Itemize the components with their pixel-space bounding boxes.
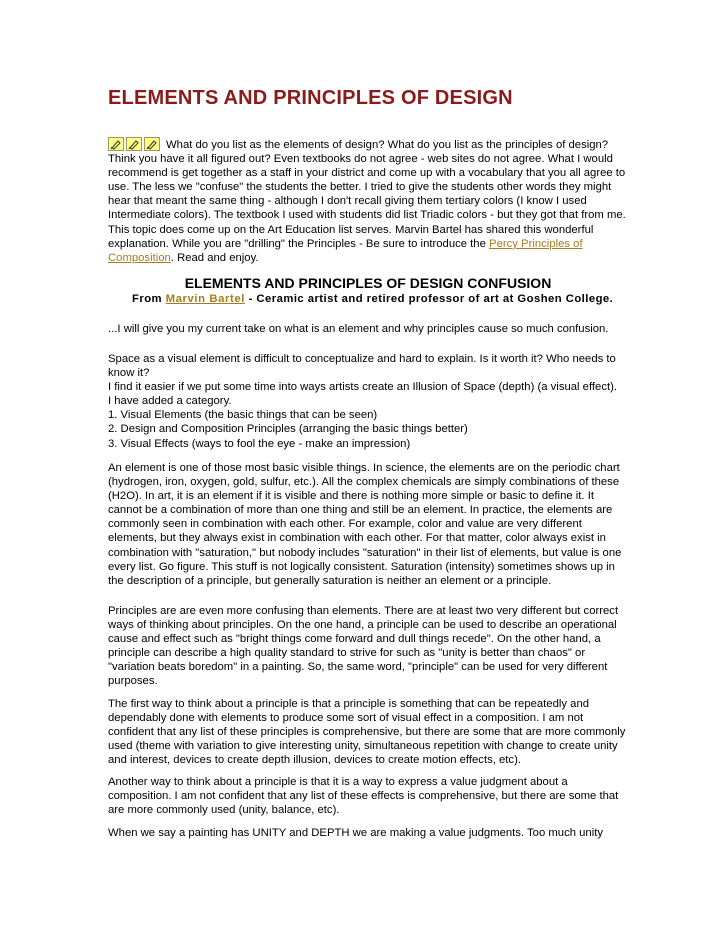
paragraph-value-judgment: When we say a painting has UNITY and DEPTH we are making a value judgments. Too much unity [108,827,604,839]
paragraph-intro-take: ...I will give you my current take on what is an element and why principles cause so much confusion. [108,323,609,335]
paragraph-principles: Principles are are even more confusing than elements. There are at least two very different but correct ways of thinking about principles. On the one hand, a principle can be used to describe an operational cause and effect such as "bright things come forward and dull things recede". On the other hand, a principle can describe a high quality standard to strive for such as "unity is better than chaos" or "variation beats boredom" in a painting. So, the same word, "principle" can be used for very different purposes. [108,605,619,688]
text-line: Space as a visual element is difficult to conceptualize and hard to explain. Is it worth it? Who needs to know it? [108,353,616,380]
percy-principles-link[interactable]: Percy Principles of Composition [108,237,583,264]
list-item: 2. Design and Composition Principles (arranging the basic things better) [108,423,468,436]
text-line: I have added a category. [108,395,232,408]
intro-text-end: . Read and enjoy. [170,251,259,264]
list-item: 3. Visual Effects (ways to fool the eye - make an impression) [108,437,411,450]
paragraph-space [108,352,628,451]
paragraph-another-way: Another way to think about a principle is that it is a way to express a value judgment about a composition. I am not confident that any list of these effects is comprehensive, but there are some that are more commonly used (unity, balance, etc). [108,776,619,817]
paragraph-first-way: The first way to think about a principle is that a principle is something that can be repeatedly and dependably done with elements to produce some sort of visual effect in a composition. I am not confident that any list of these principles is comprehensive, but there are some that are more commonly used (theme with variation to give interesting unity, simultaneous repetition with change to create unity and interest, devices to create depth illusion, devices to create motion effects, etc). [108,698,626,767]
list-item: 1. Visual Elements (the basic things that can be seen) [108,409,378,422]
intro-text: What do you list as the elements of design? What do you list as the principles of design? Think you have it all figured out? Even textbooks do not agree - web sites do not agree. What I would recommend is get together as a staff in your district and come up with a vocabulary that you all agree to use. The less we "confuse" the students the better. I tried to give the students other words they might hear that meant the same thing - although I don't recall giving them tertiary colors (I know I used Intermediate colors). The textbook I used with students did list Triadic colors - but they got that from me. This topic does come up on the Art Education list serves. Marvin Bartel has shared this wonderful explanation. While you are "drilling" the Principles - Be sure to introduce the [108,139,626,250]
section-heading: ELEMENTS AND PRINCIPLES OF DESIGN CONFUSION [184,275,552,291]
paragraph-elements: An element is one of those most basic visible things. In science, the elements are on the periodic chart (hydrogen, iron, oxygen, gold, sulfur, etc.). All the complex chemicals are simply combinations of these (H2O). In art, it is an element if it is visible and there is nothing more simple or basic to define it. It cannot be a combination of more than one thing and still be an element. In practice, the elements are commonly seen in combination with each other. For example, color and value are very different elements, but they always exist in combination with each other. For that matter, color always exist in combination with "saturation," but nobody includes "saturation" in their list of elements, but value is one every list. Go figure. This stuff is not logically consistent. Saturation (intensity) sometimes shows up in the description of a principle, but generally saturation is neither an element or a principle. [108,462,622,587]
byline-suffix: - Ceramic artist and retired professor of art at Goshen College. [245,293,614,305]
page-title: ELEMENTS AND PRINCIPLES OF DESIGN [108,87,513,109]
byline-prefix: From [132,293,166,305]
byline [132,293,613,305]
author-link[interactable]: Marvin Bartel [165,293,246,305]
text-line: I find it easier if we put some time into ways artists create an Illusion of Space (depth) (a visual effect). [108,381,618,394]
intro-paragraph [108,138,628,265]
